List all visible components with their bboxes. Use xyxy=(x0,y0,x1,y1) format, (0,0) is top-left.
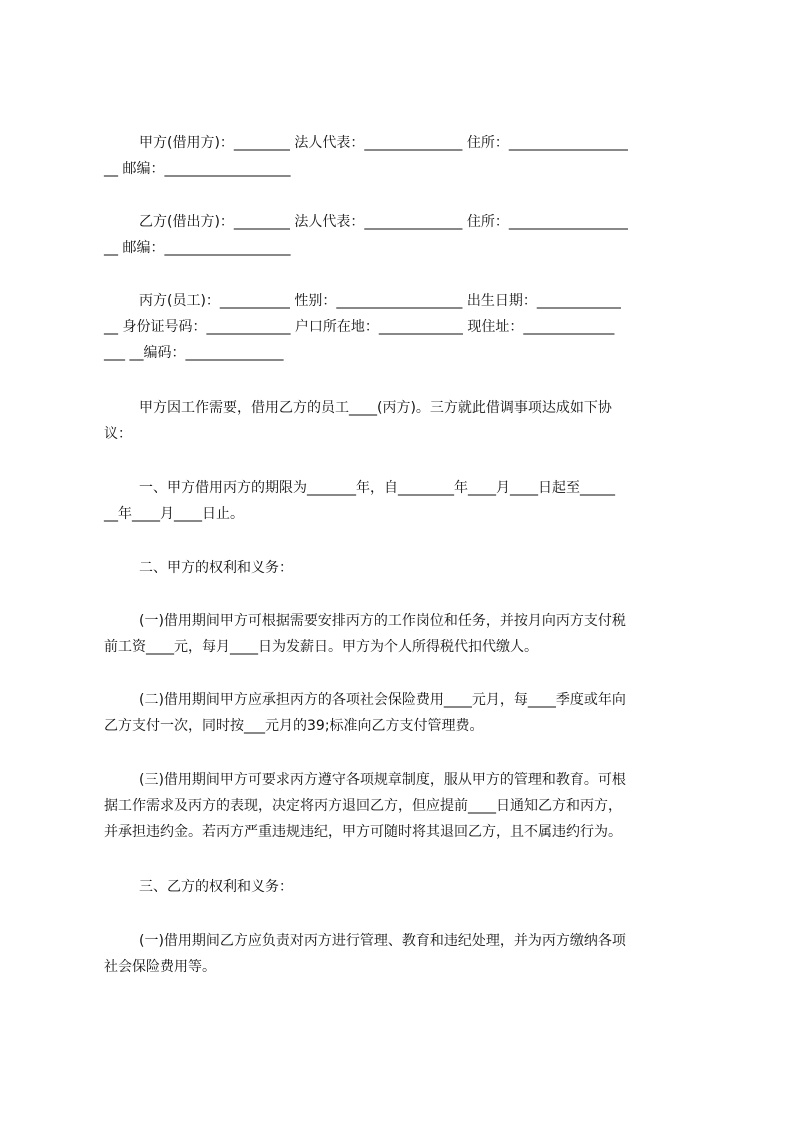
party-a-line-1: 甲方(借用方)：________ 法人代表：______________ 住所：_________________ xyxy=(139,135,628,151)
party-b-line-1: 乙方(借出方)：________ 法人代表：______________ 住所：_________________ xyxy=(139,214,628,230)
party-a-line-2: __ 邮编：__________________ xyxy=(104,161,291,177)
intro-line-1: 甲方因工作需要，借用乙方的员工____(丙方)。三方就此借调事项达成如下协 xyxy=(139,400,612,416)
clause-2-3-line-1: (三)借用期间甲方可要求丙方遵守各项规章制度，服从甲方的管理和教育。可根 xyxy=(139,772,626,788)
party-c-line-3: ___ __编码：______________ xyxy=(104,345,284,361)
party-c-line-1: 丙方(员工)：__________ 性别：__________________ 出生日期：____________ xyxy=(139,293,621,309)
party-c-line-2: __ 身份证号码：____________ 户口所在地：____________ 现住址：_____________ xyxy=(104,319,615,335)
clause-2-1-line-2: 前工资____元，每月____日为发薪日。甲方为个人所得税代扣代缴人。 xyxy=(104,639,538,655)
clause-1-line-2: __年____月____日止。 xyxy=(104,506,244,522)
clause-2-2-line-1: (二)借用期间甲方应承担丙方的各项社会保险费用____元月，每____季度或年向 xyxy=(139,692,626,708)
section-2-heading: 二、甲方的权利和义务： xyxy=(139,560,293,576)
clause-3-1-line-1: (一)借用期间乙方应负责对丙方进行管理、教育和违纪处理，并为丙方缴纳各项 xyxy=(139,933,626,949)
clause-2-3-line-3: 并承担违约金。若丙方严重违规违纪，甲方可随时将其退回乙方，且不属违约行为。 xyxy=(104,824,622,840)
section-3-heading: 三、乙方的权利和义务： xyxy=(139,879,293,895)
clause-3-1-line-2: 社会保险费用等。 xyxy=(104,959,216,975)
clause-2-1-line-1: (一)借用期间甲方可根据需要安排丙方的工作岗位和任务，并按月向丙方支付税 xyxy=(139,613,626,629)
clause-1-line-1: 一、甲方借用丙方的期限为_______年，自________年____月____日起至_____ xyxy=(139,480,615,496)
party-b-line-2: __ 邮编：__________________ xyxy=(104,240,291,256)
intro-line-2: 议： xyxy=(104,426,132,442)
clause-2-2-line-2: 乙方支付一次，同时按___元月的39;标准向乙方支付管理费。 xyxy=(104,718,484,734)
clause-2-3-line-2: 据工作需求及丙方的表现，决定将丙方退回乙方，但应提前____日通知乙方和丙方， xyxy=(104,798,622,814)
